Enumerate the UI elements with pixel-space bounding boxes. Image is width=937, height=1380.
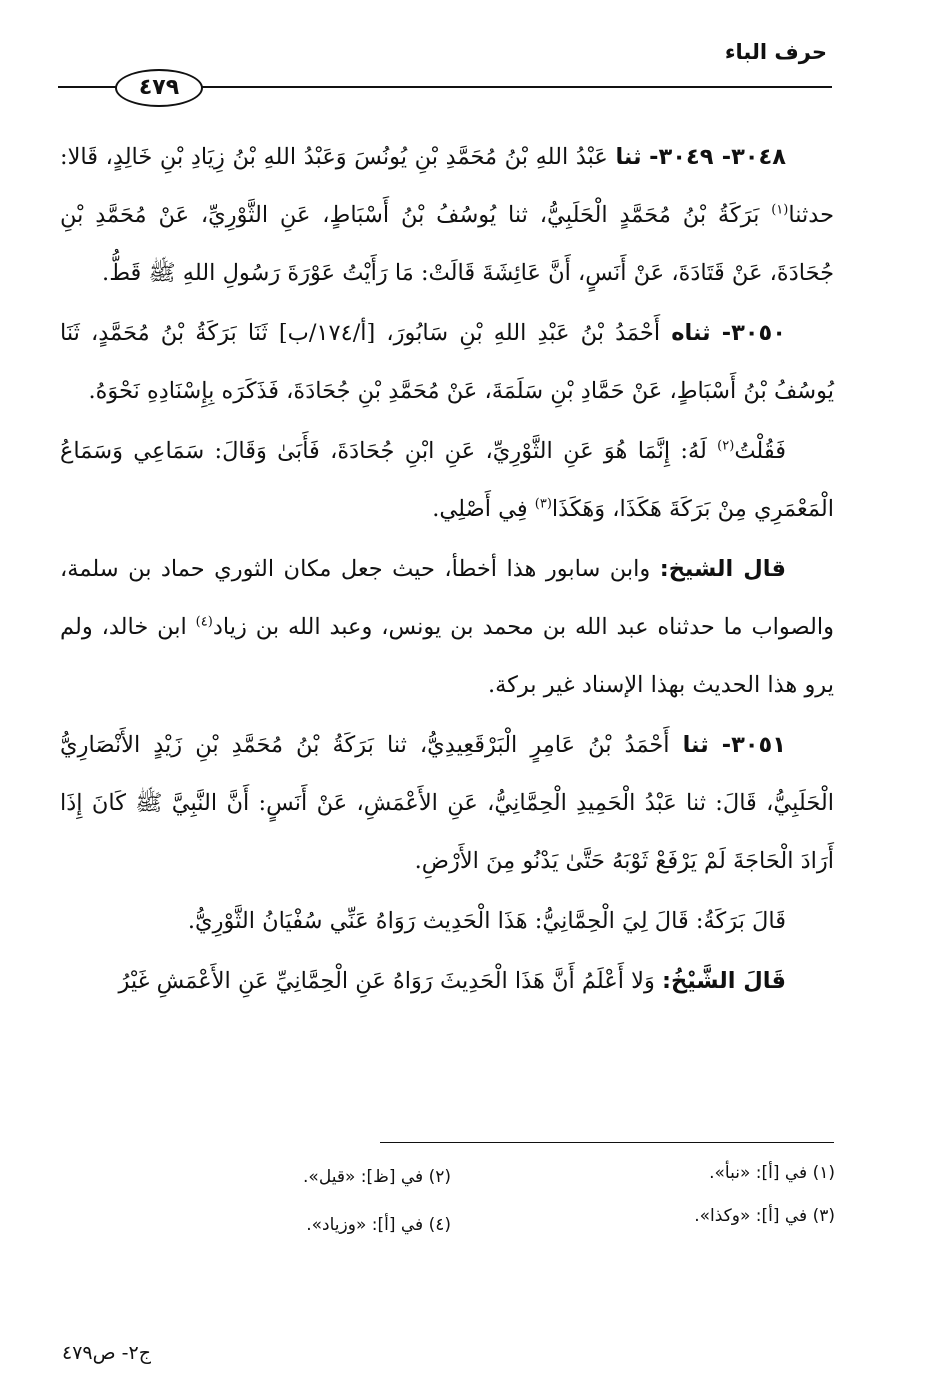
hadith-text: أَحْمَدُ بْنُ عَامِرٍ الْبَرْقَعِيدِيُّ، ثنا بَرَكَةُ بْنُ مُحَمَّدِ بْنِ زَيْدٍ الأَنْصَارِيُّ الْحَلَبِيُّ، قَالَ: ثنا عَبْدُ الْحَمِيدِ الْحِمَّانِيُّ، عَنِ الأَعْمَشِ، عَنْ أَنَسٍ: أَنَّ النَّبِيَّ ﷺ كَانَ إِذَا أَرَادَ الْحَاجَةَ لَمْ يَرْفَعْ ثَوْبَهُ حَتَّىٰ يَدْنُو مِنَ الأَرْضِ. <box>60 732 834 874</box>
main-text <box>60 128 834 1012</box>
hadith-3048-3049 <box>60 128 834 302</box>
footnote-3: (٣) في [أ]: «وكذا». <box>694 1206 835 1226</box>
footnote-rule <box>380 1142 834 1143</box>
footnote-4: (٤) في [أ]: «وزياد». <box>306 1215 451 1235</box>
comment-text: وَلا أَعْلَمُ أَنَّ هَذَا الْحَدِيثَ رَوَاهُ عَنِ الْحِمَّانِيِّ عَنِ الأَعْمَشِ غَيْرُ <box>118 968 655 994</box>
sheikh-comment-2 <box>60 952 834 1010</box>
comment-lead: قَالَ الشَّيْخُ: <box>662 968 786 994</box>
hadith-number: ٣٠٥١- <box>721 732 786 758</box>
remark-text: فَقُلْتُ <box>734 438 786 464</box>
hadith-text: بَرَكَةُ بْنُ مُحَمَّدٍ الْحَلَبِيُّ، ثنا يُوسُفُ بْنُ أَسْبَاطٍ، عَنِ الثَّوْرِيِّ، عَنْ مُحَمَّدِ بْنِ جُحَادَةَ، عَنْ قَتَادَةَ، عَنْ أَنَسٍ، أَنَّ عَائِشَةَ قَالَتْ: مَا رَأَيْتُ عَوْرَةَ رَسُولِ اللهِ ﷺ قَطُّ. <box>60 202 834 286</box>
footnote-1: (١) في [أ]: «نبأ». <box>709 1163 835 1183</box>
remark-text: فِي أَصْلِي. <box>432 496 528 522</box>
footnote-marker-3: (٣) <box>534 496 552 512</box>
volume-page-reference: ج٢- ص٤٧٩ <box>62 1342 151 1364</box>
sheikh-comment <box>60 540 834 714</box>
baraka-remark <box>60 892 834 950</box>
narration-lead: ثنا <box>682 732 709 758</box>
comment-text: ابن خالد، ولم يرو هذا الحديث بهذا الإسناد غير بركة. <box>60 614 834 698</box>
comment-lead: قال الشيخ: <box>659 556 786 582</box>
hadith-number: ٣٠٤٨- ٣٠٤٩- <box>649 144 787 170</box>
hadith-text: عَبْدُ اللهِ بْنُ مُحَمَّدِ بْنِ يُونُسَ وَعَبْدُ اللهِ بْنُ زِيَادِ بْنِ خَالِدٍ، قَالا: حدثنا <box>60 144 834 228</box>
hadith-3050 <box>60 304 834 420</box>
narration-lead: ثناه <box>671 320 711 346</box>
remark-text: قَالَ بَرَكَةُ: قَالَ لِيَ الْحِمَّانِيُّ: هَذَا الْحَدِيث رَوَاهُ عَنِّي سُفْيَانُ الثَّوْرِيُّ. <box>187 908 786 934</box>
page-number: ٤٧٩ <box>115 69 203 107</box>
hadith-text: أَحْمَدُ بْنُ عَبْدِ اللهِ بْنِ سَابُورَ، [أ/١٧٤/ب] ثَنَا بَرَكَةُ بْنُ مُحَمَّدٍ، ثَنَا يُوسُفُ بْنُ أَسْبَاطٍ، عَنْ حَمَّادِ بْنِ سَلَمَةَ، عَنْ مُحَمَّدِ بْنِ جُحَادَةَ، فَذَكَرَه بِإِسْنَادِهِ نَحْوَهُ. <box>60 320 834 404</box>
comment-text: وابن سابور هذا أخطأ، حيث جعل مكان الثوري حماد بن سلمة، والصواب ما حدثناه عبد الله بن محمد بن يونس، وعبد الله بن زياد <box>60 556 834 640</box>
footnote-marker-1: (١) <box>771 202 789 218</box>
narration-lead: ثنا <box>615 144 642 170</box>
chapter-title: حرف الباء <box>724 40 827 64</box>
footnote-marker-2: (٢) <box>717 438 735 454</box>
remark-text: لَهُ: إِنَّمَا هُوَ عَنِ الثَّوْرِيِّ، عَنِ ابْنِ جُحَادَةَ، فَأَبَىٰ وَقَالَ: سَمَاعِي وَسَمَاعُ الْمَعْمَرِي مِنْ بَرَكَةَ هَكَذَا، وَهَكَذَا <box>60 438 834 522</box>
footnote-2: (٢) في [ظ]: «قيل». <box>303 1167 451 1187</box>
footnote-marker-4: (٤) <box>195 614 213 630</box>
hadith-3051 <box>60 716 834 890</box>
narrator-remark <box>60 422 834 538</box>
hadith-number: ٣٠٥٠- <box>721 320 787 346</box>
